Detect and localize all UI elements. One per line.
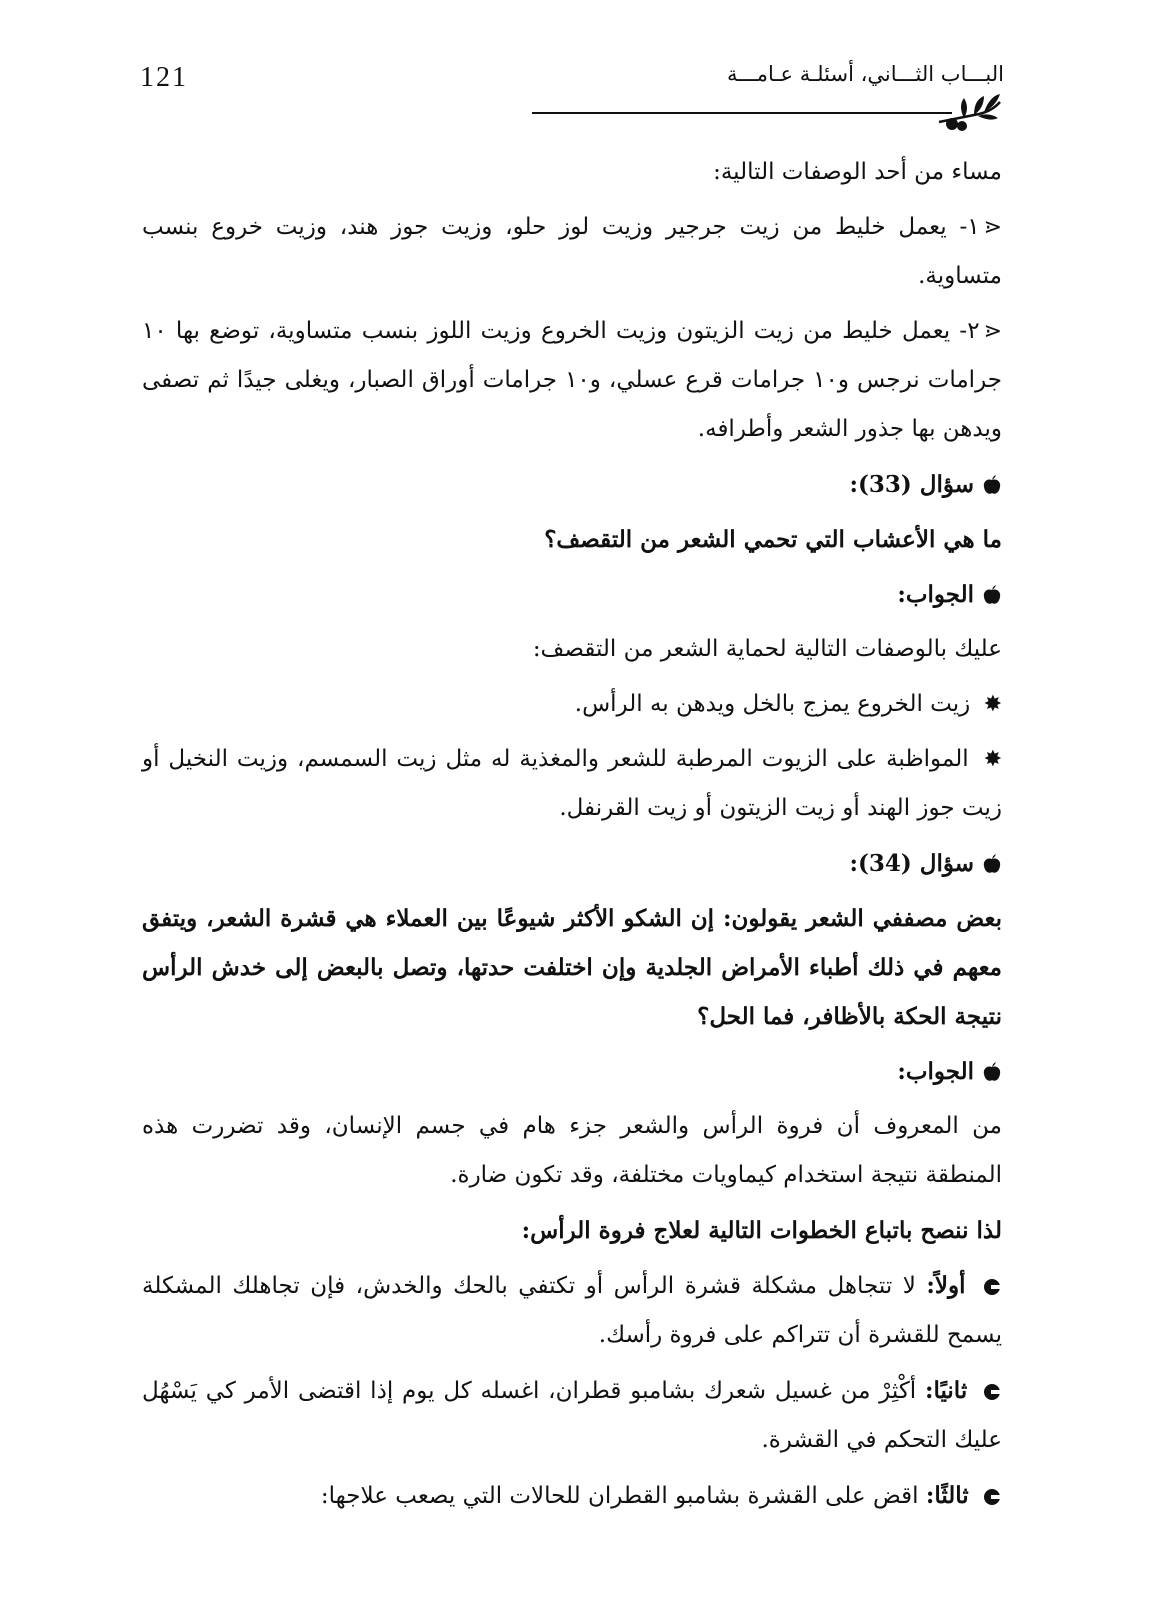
step-1-text: لا تتجاهل مشكلة قشرة الرأس أو تكتفي بالحك والخدش، فإن تجاهلك المشكلة يسمح للقشرة أن تتراكم على فروة رأسك. [142,1273,1002,1348]
question-34-heading [142,839,1002,888]
arrow-icon: ⋖ [983,215,1003,240]
page-body [142,148,1002,1527]
c-bullet-icon [982,1487,1002,1507]
apple-icon [982,1061,1002,1083]
question-33-label: سؤال (33): [849,471,974,498]
recipe-1 [142,203,1002,301]
header-rule [532,112,952,114]
step-3-text: اقض على القشرة بشامبو القطران للحالات التي يصعب علاجها: [320,1483,919,1509]
star-icon: ✸ [983,747,1003,772]
answer-33-intro: عليك بالوصفات التالية لحماية الشعر من التقصف: [532,636,1002,662]
answer-34-paragraph: من المعروف أن فروة الرأس والشعر جزء هام في جسم الإنسان، وقد تضررت هذه المنطقة نتيجة استخدام كيماويات مختلفة، وقد تكون ضارة. [142,1113,1002,1188]
page-number: 121 [140,62,188,93]
apple-icon [982,853,1002,875]
answer-34-heading [142,1047,1002,1096]
apple-icon [982,584,1002,606]
step-3 [142,1471,1002,1521]
answer-33-label: الجواب: [897,581,974,608]
question-34-label: سؤال (34): [849,850,974,877]
step-1-label: أولاً: [926,1272,966,1299]
recipe-2 [142,307,1002,454]
arrow-icon: ⋖ [983,319,1002,344]
intro-line: مساء من أحد الوصفات التالية: [713,159,1002,185]
answer-33-bullet-2-text: المواظبة على الزيوت المرطبة للشعر والمغذية له مثل زيت السمسم، وزيت النخيل أو زيت جوز الهند أو زيت الزيتون أو زيت القرنفل. [142,746,1002,821]
step-1 [142,1261,1002,1360]
answer-33-bullet-2 [142,735,1002,833]
question-33-text: ما هي الأعشاب التي تحمي الشعر من التقصف؟ [544,526,1002,553]
question-33-heading [142,460,1002,509]
answer-34-label: الجواب: [897,1058,974,1085]
answer-33-bullet-1-text: زيت الخروع يمزج بالخل ويدهن به الرأس. [574,691,971,717]
question-34-text: بعض مصففي الشعر يقولون: إن الشكو الأكثر شيوعًا بين العملاء هي قشرة الشعر، ويتفق معهم في ذلك أطباء الأمراض الجلدية وإن اختلفت حدتها، وتصل بالبعض إلى خدش الرأس نتيجة الحكة بالأظافر، فما الحل؟ [142,905,1002,1030]
star-icon: ✸ [983,692,1002,717]
c-bullet-icon [982,1382,1002,1402]
recipe-2-text: يعمل خليط من زيت الزيتون وزيت الخروع وزيت اللوز بنسب متساوية، توضع بها ١٠ جرامات نرجس و١٠ جرامات قرع عسلي، و١٠ جرامات أوراق الصبار، ويغلى جيدًا ثم تصفى ويدهن بها جذور الشعر وأطرافه. [142,318,1002,442]
recipe-2-number: ٢- [959,318,980,344]
step-2 [142,1366,1002,1465]
answer-33-heading [142,570,1002,619]
answer-34-steps-intro: لذا ننصح باتباع الخطوات التالية لعلاج فروة الرأس: [521,1217,1002,1244]
leaf-ornament-icon [934,92,1004,134]
step-3-label: ثالثًا: [925,1482,969,1509]
answer-33-bullet-1 [142,680,1002,729]
apple-icon [982,474,1002,496]
step-2-text: أكْثِرْ من غسيل شعرك بشامبو قطران، اغسله كل يوم إذا اقتضى الأمر كي يَسْهُل عليك التحكم في القشرة. [142,1378,1002,1453]
recipe-1-text: يعمل خليط من زيت جرجير وزيت لوز حلو، وزيت جوز هند، وزيت خروع بنسب متساوية. [142,214,1002,289]
recipe-1-number: ١- [959,214,980,240]
step-2-label: ثانيًا: [924,1377,968,1404]
c-bullet-icon [982,1277,1002,1297]
running-title: البـــاب الثـــاني، أسئلـة عـامـــة [727,62,1004,86]
